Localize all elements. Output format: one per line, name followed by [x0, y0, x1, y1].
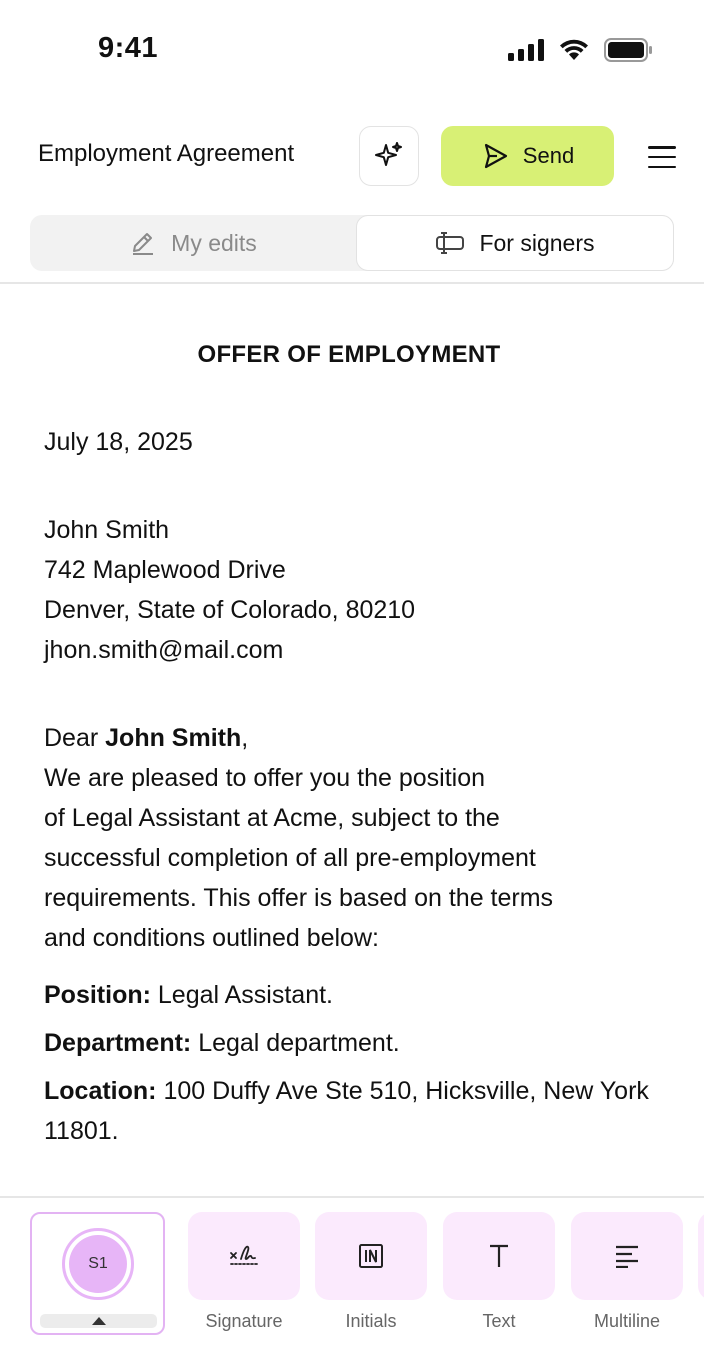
send-button[interactable]	[441, 126, 614, 186]
signer-selector[interactable]	[30, 1212, 165, 1335]
tool-label: Multiline	[593, 1311, 661, 1331]
text-icon	[487, 1243, 511, 1269]
tool-multiline-box	[571, 1212, 683, 1300]
initials-icon	[358, 1243, 384, 1269]
tool-text[interactable]	[443, 1212, 555, 1332]
tool-multiline[interactable]	[571, 1212, 683, 1332]
status-icons	[508, 38, 652, 62]
status-time: 9:41	[98, 32, 159, 64]
battery-icon	[604, 38, 652, 62]
body-line: requirements. This offer is based on the terms	[44, 884, 554, 912]
term-value: Legal Assistant.	[150, 981, 333, 1009]
send-icon	[481, 142, 509, 170]
tool-initials[interactable]	[315, 1212, 427, 1332]
address-line: John Smith	[44, 516, 170, 544]
text-field-icon	[435, 230, 465, 256]
term-department	[44, 1023, 674, 1063]
hamburger-icon-line	[648, 166, 676, 169]
signer-expand-handle[interactable]	[40, 1314, 157, 1328]
hamburger-icon	[648, 146, 676, 149]
term-label: Location:	[44, 1077, 157, 1105]
term-value: Legal department.	[191, 1029, 400, 1057]
tab-my-edits[interactable]	[30, 215, 356, 271]
greeting-name: John Smith	[105, 724, 242, 752]
address-line: 742 Maplewood Drive	[44, 556, 286, 584]
tab-my-edits-label: My edits	[171, 229, 257, 256]
sparkles-icon	[373, 140, 405, 172]
tool-text-box	[443, 1212, 555, 1300]
body-line: of Legal Assistant at Acme, subject to the	[44, 804, 500, 832]
tool-signature[interactable]	[188, 1212, 300, 1332]
letter-body	[44, 718, 674, 958]
address-line: Denver, State of Colorado, 80210	[44, 596, 416, 624]
offer-terms	[44, 975, 674, 1159]
menu-button[interactable]	[646, 142, 678, 172]
status-bar	[0, 0, 704, 100]
signer-avatar	[62, 1228, 134, 1300]
signer-badge: S1	[69, 1235, 127, 1293]
greeting-prefix: Dear	[44, 724, 106, 752]
tool-more-partial[interactable]	[698, 1212, 704, 1300]
document-title[interactable]: Employment Agreement	[38, 140, 295, 167]
cellular-signal-icon	[508, 39, 544, 61]
greeting	[44, 718, 674, 758]
send-button-label: Send	[522, 143, 575, 168]
tool-initials-box	[315, 1212, 427, 1300]
term-position	[44, 975, 674, 1015]
body-line: We are pleased to offer you the position	[44, 764, 486, 792]
pencil-icon	[129, 229, 157, 257]
term-label: Position:	[44, 981, 151, 1009]
caret-up-icon	[92, 1317, 106, 1325]
tab-for-signers-label: For signers	[479, 229, 595, 256]
multiline-icon	[614, 1244, 640, 1268]
recipient-address	[44, 510, 415, 670]
tool-signature-box	[188, 1212, 300, 1300]
wifi-icon	[558, 38, 590, 62]
tool-label: Initials	[345, 1311, 397, 1331]
divider	[0, 282, 704, 284]
document-heading: OFFER OF EMPLOYMENT	[197, 341, 501, 368]
greeting-suffix: ,	[241, 724, 249, 752]
body-line: and conditions outlined below:	[44, 924, 379, 952]
signature-icon	[229, 1243, 259, 1269]
tool-label: Signature	[205, 1311, 283, 1331]
field-toolbar	[0, 1197, 704, 1360]
tab-for-signers[interactable]	[356, 215, 674, 271]
term-label: Department:	[44, 1029, 192, 1057]
tool-label: Text	[482, 1311, 516, 1331]
edit-mode-tabs	[30, 215, 674, 271]
letter-date: July 18, 2025	[44, 428, 193, 456]
ai-assistant-button[interactable]	[359, 126, 419, 186]
address-line: jhon.smith@mail.com	[44, 636, 284, 664]
hamburger-icon-line	[648, 156, 676, 159]
body-line: successful completion of all pre-employment	[44, 844, 536, 872]
term-value: 100 Duffy Ave Ste 510, Hicksville, New York 11801.	[44, 1077, 649, 1145]
app-header	[0, 118, 704, 194]
term-location	[44, 1071, 674, 1151]
